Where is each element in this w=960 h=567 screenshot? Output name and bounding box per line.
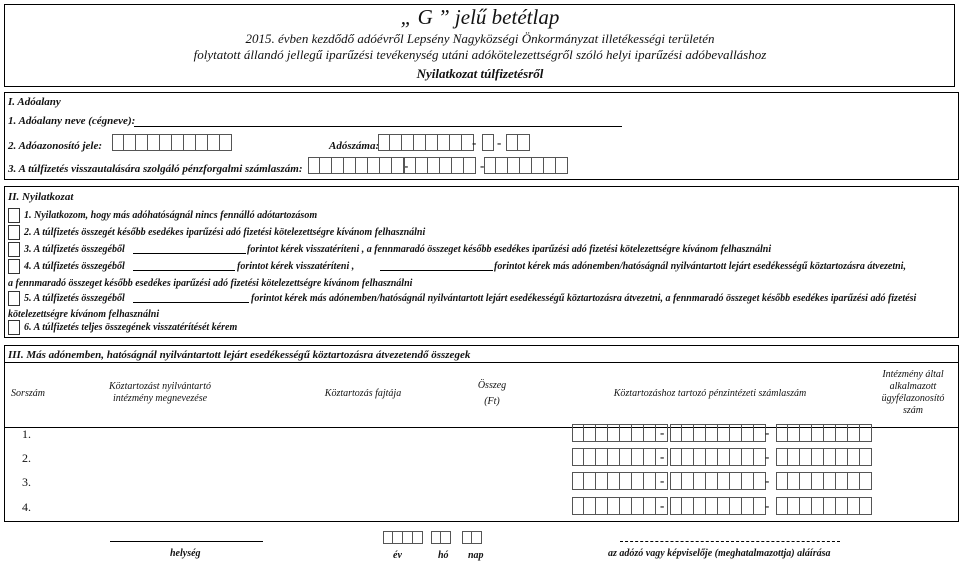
option2-label: 2. A túlfizetés összegét később esedékes iparűzési adó fizetési kötelezettségre kívánom felhasználni	[24, 227, 426, 238]
header-line-1: 2015. évben kezdődő adóévről Lepsény Nagyközségi Önkormányzat illetékességi területén	[245, 31, 715, 46]
option5-checkbox[interactable]	[8, 291, 20, 306]
place-label: helység	[170, 548, 201, 559]
col-debt-type: Köztartozás fajtája	[324, 388, 402, 399]
col-institution-b: intézmény megnevezése	[112, 393, 208, 404]
option5-label-a: 5. A túlfizetés összegéből	[24, 293, 125, 304]
row-2-account-dash-1: -	[660, 449, 665, 464]
row-3-serial: 3.	[22, 475, 31, 489]
day-cells[interactable]	[462, 531, 482, 544]
option1-checkbox[interactable]	[8, 208, 20, 223]
tax-number-dash-2: -	[497, 135, 502, 150]
col-client-id-a: Intézmény által	[882, 369, 944, 380]
tax-id-cells[interactable]	[112, 134, 232, 151]
option3-label-a: 3. A túlfizetés összegéből	[24, 244, 125, 255]
tax-number-dash-1: -	[472, 135, 477, 150]
row-1-account-cells-2[interactable]	[670, 424, 766, 442]
header-line-2: folytatott állandó jellegű iparűzési tevékenység utáni adókötelezettségről szóló helyi iparűzési adóbevalláshoz	[193, 47, 767, 62]
row-2-serial: 2.	[22, 451, 31, 465]
section3-heading: III. Más adónemben, hatóságnál nyilvántartott lejárt esedékességű köztartozásra átvezetendő összegek	[8, 349, 471, 361]
option5-label-c: kötelezettségre kívánom felhasználni	[8, 309, 160, 320]
option4-label-d: a fennmaradó összeget később esedékes iparűzési adó fizetési kötelezettségre kívánom felhasználni	[8, 278, 413, 289]
row-4-serial: 4.	[22, 500, 31, 514]
section2-heading: II. Nyilatkozat	[8, 191, 74, 203]
col-amount-a: Összeg	[477, 380, 507, 391]
signature-label: az adózó vagy képviselője (meghatalmazottja) aláírása	[608, 548, 831, 559]
option4-label-a: 4. A túlfizetés összegéből	[24, 261, 125, 272]
row-3-account-dash-1: -	[660, 473, 665, 488]
row-1-serial: 1.	[22, 427, 31, 441]
col-client-id-b: alkalmazott	[889, 381, 937, 392]
row-2-account-cells-2[interactable]	[670, 448, 766, 466]
option4-label-b: forintot kérek visszatéríteni ,	[237, 261, 355, 272]
tax-number-cells-1[interactable]	[378, 134, 477, 151]
place-line[interactable]	[110, 541, 263, 542]
bank-account-label: 3. A túlfizetés visszautalására szolgáló pénzforgalmi számlaszám:	[8, 163, 303, 175]
tax-number-cells-2[interactable]	[482, 134, 494, 151]
option4-refund-field[interactable]	[133, 270, 235, 271]
option3-checkbox[interactable]	[8, 242, 20, 257]
row-3-account-cells-2[interactable]	[670, 472, 766, 490]
taxpayer-name-label: 1. Adóalany neve (cégneve):	[8, 115, 136, 127]
tax-id-label: 2. Adóazonosító jele:	[8, 140, 103, 152]
row-1-account-cells-3[interactable]	[776, 424, 872, 442]
tax-number-label: Adószáma:	[329, 140, 380, 152]
month-cells[interactable]	[431, 531, 451, 544]
row-3-account-cells-1[interactable]	[572, 472, 668, 490]
option5-label-b: forintot kérek más adónemben/hatóságnál nyilvántartott lejárt esedékességű köztartozásra átvezetni, a fennmaradó összeget később esedékes iparűzési adó fizetési	[251, 293, 917, 304]
option1-label: 1. Nyilatkozom, hogy más adóhatóságnál nincs fennálló adótartozásom	[24, 210, 318, 221]
row-2-account-dash-2: -	[765, 449, 770, 464]
option6-checkbox[interactable]	[8, 320, 20, 335]
bank-account-cells-1[interactable]	[308, 157, 404, 174]
col-client-id-d: szám	[902, 405, 923, 416]
bank-account-dash-2: -	[480, 158, 485, 173]
option6-label: 6. A túlfizetés teljes összegének visszatérítését kérem	[24, 322, 238, 333]
row-4-account-cells-3[interactable]	[776, 497, 872, 515]
month-label: hó	[438, 550, 449, 561]
row-4-account-cells-2[interactable]	[670, 497, 766, 515]
taxpayer-name-field[interactable]	[134, 126, 622, 127]
bank-account-cells-3[interactable]	[404, 157, 476, 174]
option2-checkbox[interactable]	[8, 225, 20, 240]
option5-amount-field[interactable]	[133, 302, 249, 303]
row-4-account-dash-2: -	[765, 498, 770, 513]
col-client-id-c: ügyfélazonosító	[881, 393, 945, 404]
year-label: év	[393, 550, 402, 561]
option4-checkbox[interactable]	[8, 259, 20, 274]
col-serial: Sorszám	[11, 388, 45, 399]
row-4-account-cells-1[interactable]	[572, 497, 668, 515]
option3-amount-field[interactable]	[133, 253, 246, 254]
bank-account-cells-4[interactable]	[484, 157, 568, 174]
form-title: „ G ” jelű betétlap	[400, 5, 560, 29]
section1-heading: I. Adóalany	[8, 96, 61, 108]
row-3-account-cells-3[interactable]	[776, 472, 872, 490]
option4-transfer-field[interactable]	[380, 270, 493, 271]
day-label: nap	[468, 550, 484, 561]
row-1-account-cells-1[interactable]	[572, 424, 668, 442]
tax-number-cells-3[interactable]	[506, 134, 530, 151]
row-2-account-cells-1[interactable]	[572, 448, 668, 466]
year-cells[interactable]	[383, 531, 423, 544]
col-amount-b: (Ft)	[484, 396, 500, 407]
signature-line[interactable]	[620, 541, 840, 542]
row-1-account-dash-2: -	[765, 425, 770, 440]
col-institution-a: Köztartozást nyilvántartó	[109, 381, 211, 392]
bank-account-dash-1: -	[404, 158, 409, 173]
form-subtitle: Nyilatkozat túlfizetésről	[416, 66, 544, 81]
option4-label-c: forintot kérek más adónemben/hatóságnál nyilvántartott lejárt esedékességű köztartozásra átvezetni,	[494, 261, 906, 272]
col-bank-account: Köztartozáshoz tartozó pénzintézeti számlaszám	[613, 388, 807, 399]
option3-label-b: forintot kérek visszatéríteni , a fennmaradó összeget később esedékes iparűzési adó fizetési kötelezettségre kívánom felhasználni	[247, 244, 772, 255]
row-4-account-dash-1: -	[660, 498, 665, 513]
row-1-account-dash-1: -	[660, 425, 665, 440]
row-3-account-dash-2: -	[765, 473, 770, 488]
row-2-account-cells-3[interactable]	[776, 448, 872, 466]
